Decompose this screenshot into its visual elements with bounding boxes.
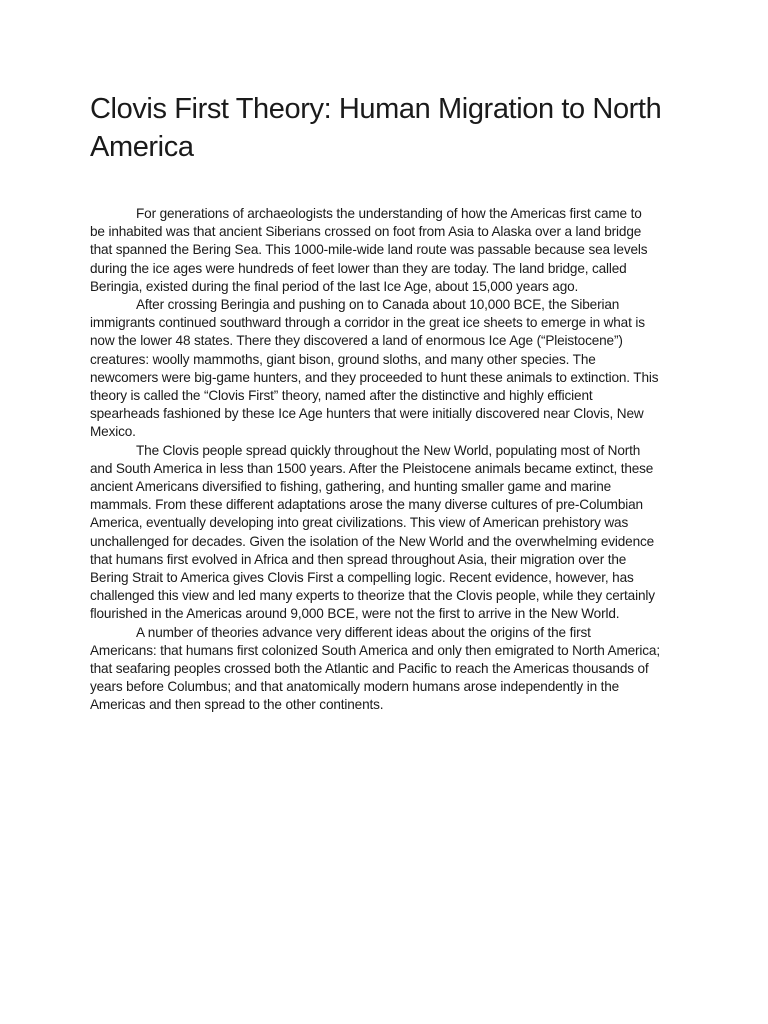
paragraph-1: For generations of archaeologists the understanding of how the Americas first came to be inhabited was that ancient Siberians crossed on foot from Asia to Alaska over a land bridge that spanned the Bering Sea. This 1000-mile-wide land route was passable because sea levels during the ice ages were hundreds of feet lower than they are today. The land bridge, called Beringia, existed during the final period of the last Ice Age, about 15,000 years ago. [90, 206, 648, 294]
paragraph-2: After crossing Beringia and pushing on to Canada about 10,000 BCE, the Siberian immigrants continued southward through a corridor in the great ice sheets to emerge in what is now the lower 48 states. There they discovered a land of enormous Ice Age (“Pleistocene”) creatures: woolly mammoths, giant bison, ground sloths, and many other species. The newcomers were big-game hunters, and they proceeded to hunt these animals to extinction. This theory is called the “Clovis First” theory, named after the distinctive and highly efficient spearheads fashioned by these Ice Age hunters that were initially discovered near Clovis, New Mexico. [90, 297, 659, 440]
document-title: Clovis First Theory: Human Migration to North America [90, 93, 662, 163]
paragraph-3: The Clovis people spread quickly throughout the New World, populating most of North and South America in less than 1500 years. After the Pleistocene animals became extinct, these ancient Americans diversified to fishing, gathering, and hunting smaller game and marine mammals. From these different adaptations arose the many diverse cultures of pre-Columbian America, eventually developing into great civilizations. This view of American prehistory was unchallenged for decades. Given the isolation of the New World and the overwhelming evidence that humans first evolved in Africa and then spread throughout Asia, their migration over the Bering Strait to America gives Clovis First a compelling logic. Recent evidence, however, has challenged this view and led many experts to theorize that the Clovis people, while they certainly flourished in the Americas around 9,000 BCE, were not the first to arrive in the New World. [90, 442, 655, 622]
paragraph-4: A number of theories advance very different ideas about the origins of the first Americans: that humans first colonized South America and only then emigrated to North America; that seafaring peoples crossed both the Atlantic and Pacific to reach the Americas thousands of years before Columbus; and that anatomically modern humans arose independently in the Americas and then spread to the other continents. [90, 624, 660, 713]
document-body [90, 205, 660, 715]
